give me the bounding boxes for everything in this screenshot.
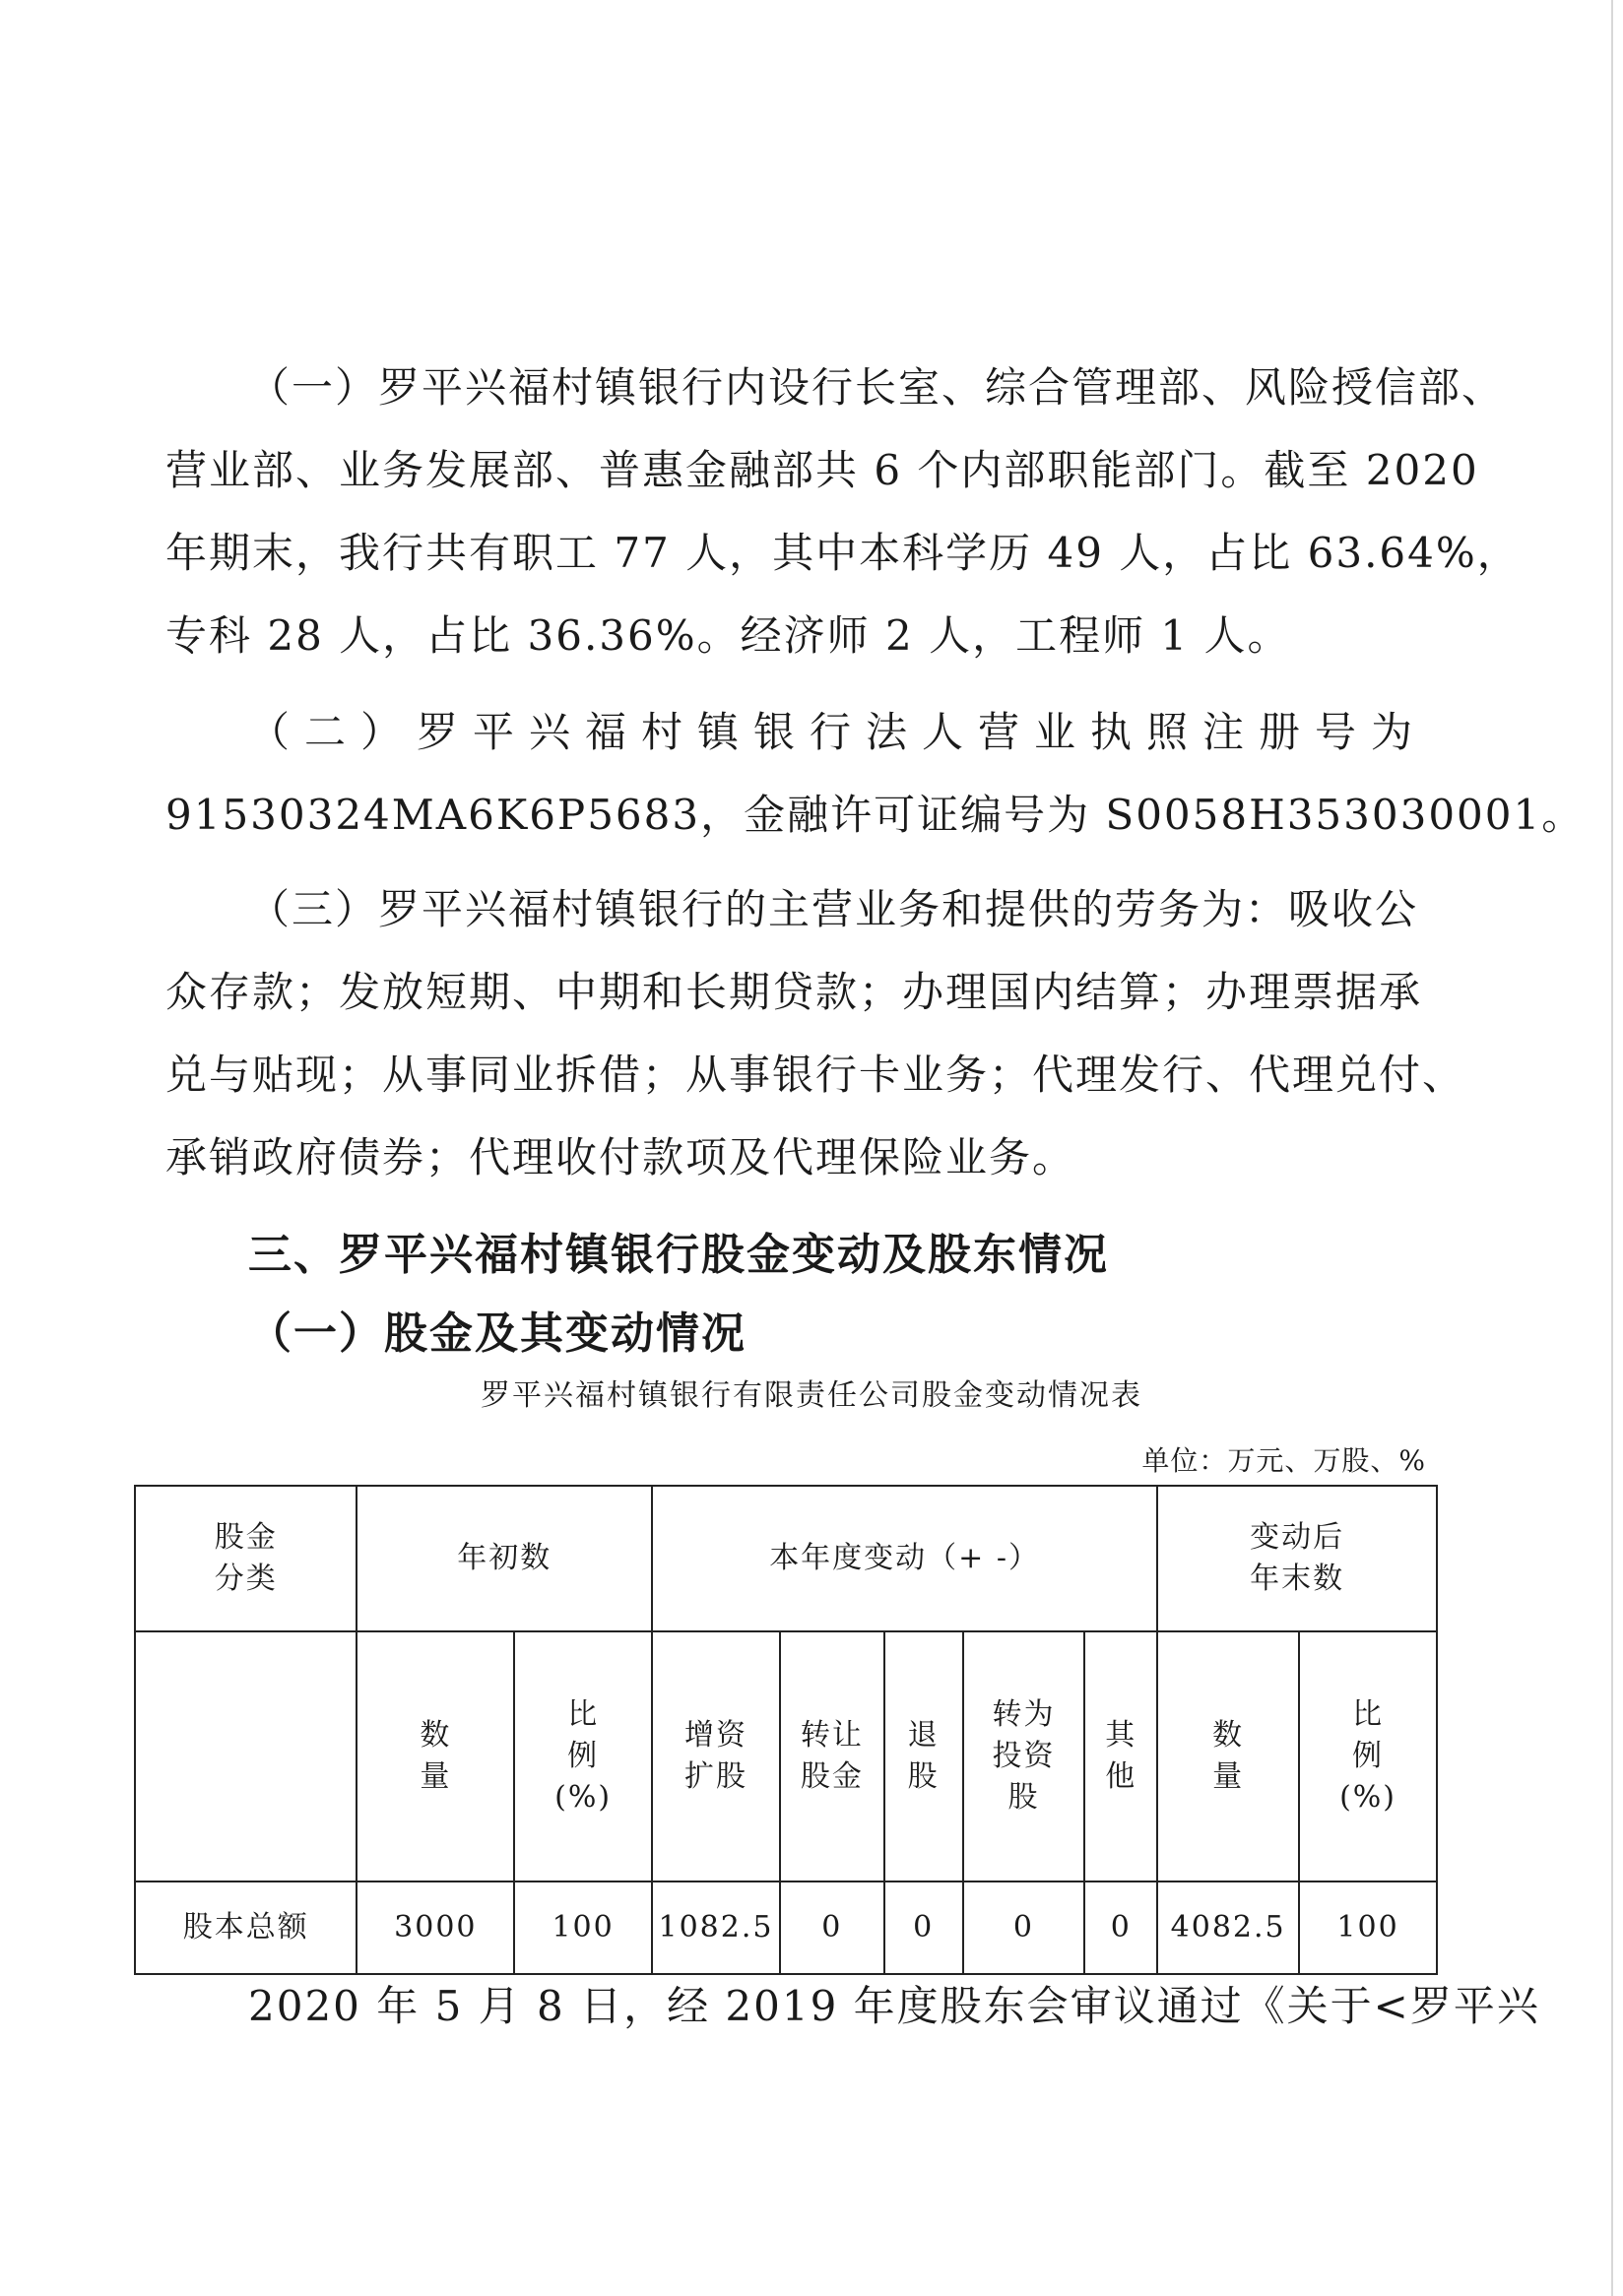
header-text: (%) — [1339, 1780, 1397, 1815]
subheader-transfer — [780, 1631, 884, 1881]
subsection-heading: （一）股金及其变动情况 — [248, 1308, 747, 1359]
table-subheader-row — [135, 1631, 1437, 1881]
header-text: 年末数 — [1250, 1562, 1345, 1596]
subheader-empty — [135, 1631, 357, 1881]
paragraph-line: （一）罗平兴福村镇银行内设行长室、综合管理部、风险授信部、 — [248, 363, 1506, 412]
table-title: 罗平兴福村镇银行有限责任公司股金变动情况表 — [481, 1378, 1142, 1413]
header-text: 转让 — [800, 1718, 864, 1753]
cell-end-quantity: 4082.5 — [1157, 1881, 1299, 1974]
header-start-of-year: 年初数 — [357, 1486, 652, 1631]
subheader-other — [1084, 1631, 1157, 1881]
header-text: 股 — [907, 1759, 940, 1794]
paragraph-business-scope — [165, 868, 1466, 1199]
table-unit: 单位：万元、万股、% — [1141, 1444, 1426, 1477]
subheader-end-ratio — [1299, 1631, 1437, 1881]
paragraph-line: 年期末，我行共有职工 77 人，其中本科学历 49 人，占比 63.64%， — [165, 529, 1521, 577]
cell-other: 0 — [1084, 1881, 1157, 1974]
paragraph-line: 承销政府债券；代理收付款项及代理保险业务。 — [165, 1133, 1076, 1181]
cell-start-ratio: 100 — [514, 1881, 652, 1974]
header-text: 股 — [1007, 1780, 1040, 1815]
header-category — [135, 1486, 357, 1631]
cell-transfer: 0 — [780, 1881, 884, 1974]
header-text: 例 — [567, 1739, 600, 1773]
header-text: 分类 — [214, 1562, 278, 1596]
subheader-convert — [963, 1631, 1085, 1881]
cell-convert: 0 — [963, 1881, 1085, 1974]
paragraph-license — [165, 691, 1586, 857]
header-change: 本年度变动（+ -） — [652, 1486, 1157, 1631]
header-text: (%) — [554, 1780, 613, 1815]
header-text: 数 — [420, 1718, 452, 1753]
header-text: 比 — [1352, 1697, 1385, 1732]
paragraph-line: 91530324MA6K6P5683，金融许可证编号为 S0058H353030001。 — [165, 791, 1586, 839]
paragraph-line: 专科 28 人，占比 36.36%。经济师 2 人，工程师 1 人。 — [165, 611, 1291, 660]
paragraph-line: 营业部、业务发展部、普惠金融部共 6 个内部职能部门。截至 2020 — [165, 446, 1479, 494]
header-text: 股金 — [800, 1759, 864, 1794]
header-text: 扩股 — [683, 1759, 747, 1794]
paragraph-line: 兑与贴现；从事同业拆借；从事银行卡业务；代理发行、代理兑付、 — [165, 1051, 1466, 1099]
header-text: 转为 — [992, 1697, 1056, 1732]
header-text: 他 — [1105, 1759, 1137, 1794]
cell-capital-increase: 1082.5 — [652, 1881, 780, 1974]
header-text: 量 — [420, 1759, 452, 1794]
subheader-end-quantity — [1157, 1631, 1299, 1881]
table-row — [135, 1881, 1437, 1974]
subheader-capital-increase — [652, 1631, 780, 1881]
header-text: 比 — [567, 1697, 600, 1732]
table-header-row — [135, 1486, 1437, 1631]
header-text: 量 — [1212, 1759, 1245, 1794]
header-text: 退 — [907, 1718, 940, 1753]
cell-start-quantity: 3000 — [357, 1881, 514, 1974]
subheader-quantity — [357, 1631, 514, 1881]
paragraph-line: 2020 年 5 月 8 日，经 2019 年度股东会审议通过《关于<罗平兴 — [248, 1982, 1540, 2030]
header-text: 例 — [1352, 1739, 1385, 1773]
cell-end-ratio: 100 — [1299, 1881, 1437, 1974]
scan-edge — [1611, 0, 1613, 2296]
paragraph-line: 众存款；发放短期、中期和长期贷款；办理国内结算；办理票据承 — [165, 968, 1423, 1016]
paragraph-shareholder-meeting — [165, 1965, 1540, 2048]
header-text: 变动后 — [1250, 1520, 1345, 1555]
subheader-ratio — [514, 1631, 652, 1881]
paragraph-line: （三）罗平兴福村镇银行的主营业务和提供的劳务为：吸收公 — [248, 885, 1419, 933]
header-text: 其 — [1105, 1718, 1137, 1753]
cell-withdraw: 0 — [884, 1881, 963, 1974]
subheader-withdraw — [884, 1631, 963, 1881]
section-heading: 三、罗平兴福村镇银行股金变动及股东情况 — [248, 1230, 1109, 1280]
stock-change-table — [134, 1485, 1438, 1975]
header-text: 股金 — [214, 1520, 278, 1555]
paragraph-line: （二）罗平兴福村镇银行法人营业执照注册号为 — [248, 708, 1414, 756]
paragraph-departments — [165, 347, 1521, 677]
header-text: 投资 — [992, 1739, 1056, 1773]
header-text: 数 — [1212, 1718, 1245, 1753]
cell-label: 股本总额 — [135, 1881, 357, 1974]
header-after-change — [1157, 1486, 1437, 1631]
header-text: 增资 — [683, 1718, 747, 1753]
